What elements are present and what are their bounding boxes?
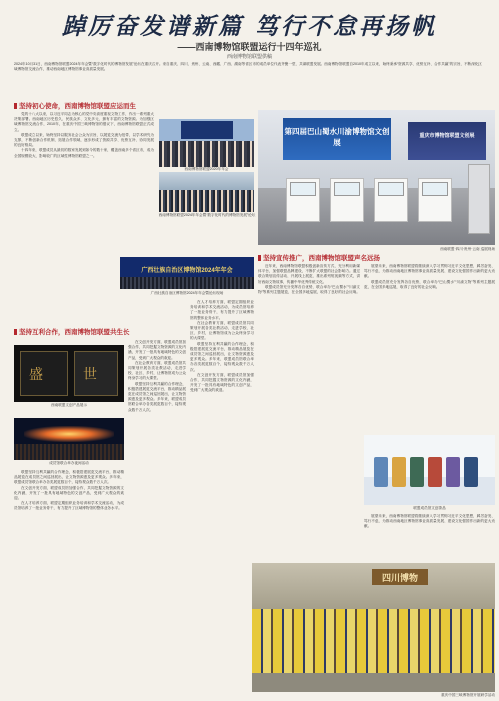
- product-glyph-2: 世: [83, 367, 97, 383]
- section-2-paragraph: 在社会教育方面，联盟成员馆共同策划开展各类社教活动，走进学校、社区、乡村，让博物馆成为公众终身学习的大课堂。: [190, 320, 254, 341]
- section-3-paragraph: 展望未来，西南博物馆联盟将继续深入学习贯彻习近平文化思想，踔厉奋发、笃行不怠，为推动西南地区博物馆事业高质量发展、建设文化强国作出新的更大贡献。: [364, 264, 495, 279]
- section-2-paragraph: 在社会教育方面，联盟成员馆共同策划开展各类社教活动，走进学校、社区、乡村，让博物馆成为公众终身学习的大课堂。: [128, 360, 186, 381]
- section-3-paragraph: 联盟成员馆充分发挥各自优势，联合举办“巴山蜀水”“川渝文物”等系列主题展览，在全国多地巡展，取得了良好的社会反响。: [364, 279, 495, 289]
- byline: 西南博物馆联盟供稿: [226, 54, 272, 60]
- lead-paragraph: 2024年10月31日，西南博物馆联盟2024年年会暨“数字化时代的博物馆发展”论坛在重庆召开。来自重庆、四川、贵州、云南、西藏、广西、湖南等省区市的成员单位代表齐聚一堂，共谋联盟发展。西南博物馆联盟自2010年成立以来，始终秉承“资源共享、优势互补、合作共赢”的宗旨，不断深化区域博物馆交流合作，推动西南地区博物馆事业高质量发展。: [14, 62, 483, 71]
- photo-anniversary-caption: 西南博物馆联盟2020年年会: [184, 167, 229, 171]
- section-2-paragraph: 联盟坚持互利共赢的合作理念，积极搭建展览交流平台，推动精品展览在成员馆之间巡回展出，让文物资源惠及更多观众。多年来，联盟成员馆联合举办各类展览数百个，接待观众数千万人次。: [128, 381, 186, 412]
- photo-children-study-tour: [252, 563, 495, 692]
- photo-products-caption: 西南联盟文创产品展示: [51, 403, 87, 407]
- photo-group-caption: 西南博物馆联盟2024年年会暨“数字化时代的博物馆发展”论坛: [158, 213, 256, 217]
- photo-cultural-products: [14, 345, 124, 402]
- section-heading-3: 坚持宣传推广，西南博物馆联盟声名远扬: [258, 253, 380, 262]
- section-heading-1: 坚持初心使命，西南博物馆联盟应运而生: [14, 101, 136, 110]
- forum-banner-text: 广西壮族自治区博物馆2024年年会: [141, 268, 233, 274]
- section-2-paragraph: 在文创开发方面，联盟成员馆加强合作，共同挖掘文物资源的文化内涵，开发了一批具有地域特色的文创产品，受到广大观众的欢迎。: [14, 485, 124, 501]
- product-glyph-1: 盛: [29, 367, 43, 383]
- section-1-paragraph: 党的十八大以来，以习近平同志为核心的党中央高度重视文物工作，作出一系列重大决策部署。西南地区历史悠久、民族众多、文化多元，拥有丰富的文物资源。为加强区域博物馆交流合作，2010年，在重庆中国三峡博物馆的倡议下，西南博物馆联盟正式成立。: [14, 112, 154, 132]
- section-2-paragraph: 在文创开发方面，联盟成员馆加强合作，共同挖掘文物资源的文化内涵，开发了一批具有地域特色的文创产品，受到广大观众的欢迎。: [128, 340, 186, 360]
- section-3-column-a: [258, 264, 360, 556]
- photo-anniversary: [159, 119, 254, 167]
- photo-forum-caption: 广西壮族自治区博物馆2024年年会暨论坛现场: [150, 291, 224, 295]
- photo-exhibition-hall: [258, 110, 495, 245]
- headline: 踔厉奋发谱新篇 笃行不怠再扬帆: [61, 13, 437, 40]
- photo-night-caption: 成员馆联合举办夜间活动: [49, 461, 89, 465]
- section-2-column-c: [190, 300, 254, 692]
- photo-group: [159, 172, 254, 212]
- section-2-paragraph: 在文创开发方面，联盟成员馆加强合作，共同挖掘文物资源的文化内涵，开发了一批具有地域特色的文创产品，受到广大观众的欢迎。: [190, 372, 254, 393]
- section-3-column-c: [364, 514, 495, 558]
- section-2-paragraph: 联盟坚持互利共赢的合作理念，积极搭建展览交流平台，推动精品展览在成员馆之间巡回展出，让文物资源惠及更多观众。多年来，联盟成员馆联合举办各类展览数百个，接待观众数千万人次。: [14, 470, 124, 485]
- photo-night-event: [14, 418, 124, 460]
- exhibition-banner-text: 第四届巴山蜀水川渝博物馆文创展: [284, 127, 390, 147]
- section-1-paragraph: 十四年来，联盟成员从最初的数家发展到如今的数十家，覆盖西南多个省区市，成为全国规模较大、影响较广的区域性博物馆联盟之一。: [14, 148, 154, 158]
- subheadline: ——西南博物馆联盟运行十四年巡礼: [177, 42, 322, 52]
- section-2-paragraph: 在人才培养方面，联盟定期组织业务培训和学术交流活动，为成员馆培养了一批业务骨干，有力提升了区域博物馆的整体业务水平。: [190, 300, 254, 320]
- photo-exhibition-caption: 西南联盟·四川·贵州·云南 巡展现场: [440, 247, 495, 251]
- section-heading-2: 坚持互利合作，西南博物馆联盟共生长: [14, 327, 130, 336]
- section-2-paragraph: 在人才培养方面，联盟定期组织业务培训和学术交流活动，为成员馆培养了一批业务骨干，有力提升了区域博物馆的整体业务水平。: [14, 501, 124, 511]
- exhibition-banner2-text: 重庆市博物馆联盟文创展: [419, 133, 475, 139]
- section-3-paragraph: 展望未来，西南博物馆联盟将继续深入学习贯彻习近平文化思想，踔厉奋发、笃行不怠，为推动西南地区博物馆事业高质量发展、建设文化强国作出新的更大贡献。: [364, 514, 495, 529]
- photo-tea-caption: 联盟成员馆文创茶品: [413, 506, 446, 510]
- photo-children-caption: 重庆中国三峡博物馆开展研学活动: [441, 693, 495, 697]
- section-3-paragraph: 近年来，西南博物馆联盟积极创新宣传方式，充分利用新媒体平台，加强联盟品牌建设，不断扩大联盟的社会影响力。通过联合策划宣传活动、开展线上展览、推出系列短视频等方式，讲好西南文物故事，传播中华优秀传统文化。: [258, 264, 360, 284]
- photo-forum: [120, 257, 254, 289]
- section-2-column-b: [128, 340, 186, 692]
- photo-tea-products: [364, 435, 495, 505]
- section-3-column-b: [364, 264, 495, 430]
- section-2-paragraph: 联盟坚持互利共赢的合作理念，积极搭建展览交流平台，推动精品展览在成员馆之间巡回展出，让文物资源惠及更多观众。多年来，联盟成员馆联合举办各类展览数百个，接待观众数千万人次。: [190, 341, 254, 372]
- section-1-paragraph: 联盟成立以来，始终坚持以服务社会公众为宗旨，以展览交流为纽带，以学术研究为支撑，不断创新合作机制，拓展合作领域，逐步形成了资源共享、优势互补、协同发展的良好格局。: [14, 132, 154, 148]
- children-photo-sign: 四川博物: [381, 574, 418, 584]
- section-3-paragraph: 联盟成员馆充分发挥各自优势，联合举办“巴山蜀水”“川渝文物”等系列主题展览，在全国多地巡展，取得了良好的社会反响。: [258, 284, 360, 295]
- section-2-column-a: [14, 470, 124, 692]
